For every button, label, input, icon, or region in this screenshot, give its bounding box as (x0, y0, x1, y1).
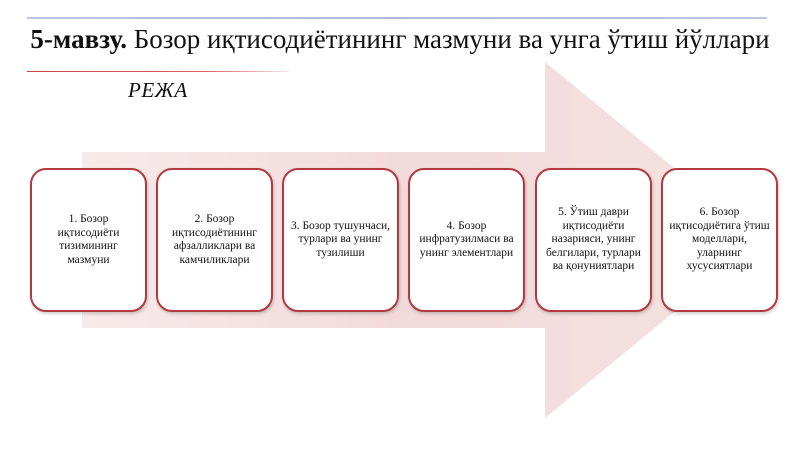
title-topic-number: 5-мавзу. (30, 24, 128, 54)
step-label-5: 5. Ўтиш даври иқтисодиёти назарияси, унинг белгилари, турлари ва қонуниятлари (546, 206, 641, 273)
step-label-3: 3. Бозор тушунчаси, турлари ва унинг тузилиши (290, 219, 391, 259)
step-label-6: 6. Бозор иқтисодиётига ўтиш моделлари, уларнинг хусусиятлари (669, 206, 770, 273)
step-box-1 (30, 168, 147, 312)
title-text: Бозор иқтисодиётининг мазмуни ва унга ўтиш йўллари (127, 24, 770, 54)
step-box-5 (535, 168, 652, 312)
step-box-6 (661, 168, 778, 312)
slide-subtitle: РЕЖА (128, 78, 188, 102)
step-box-3 (282, 168, 399, 312)
step-label-2: 2. Бозор иқтисодиётининг афзалликлари ва камчиликлари (172, 213, 257, 266)
step-box-4 (408, 168, 525, 312)
step-box-2 (156, 168, 273, 312)
step-label-4: 4. Бозор инфратузилмаси ва унинг элементлари (419, 219, 514, 259)
step-label-1: 1. Бозор иқтисодиёти тизимининг мазмуни (57, 213, 120, 266)
